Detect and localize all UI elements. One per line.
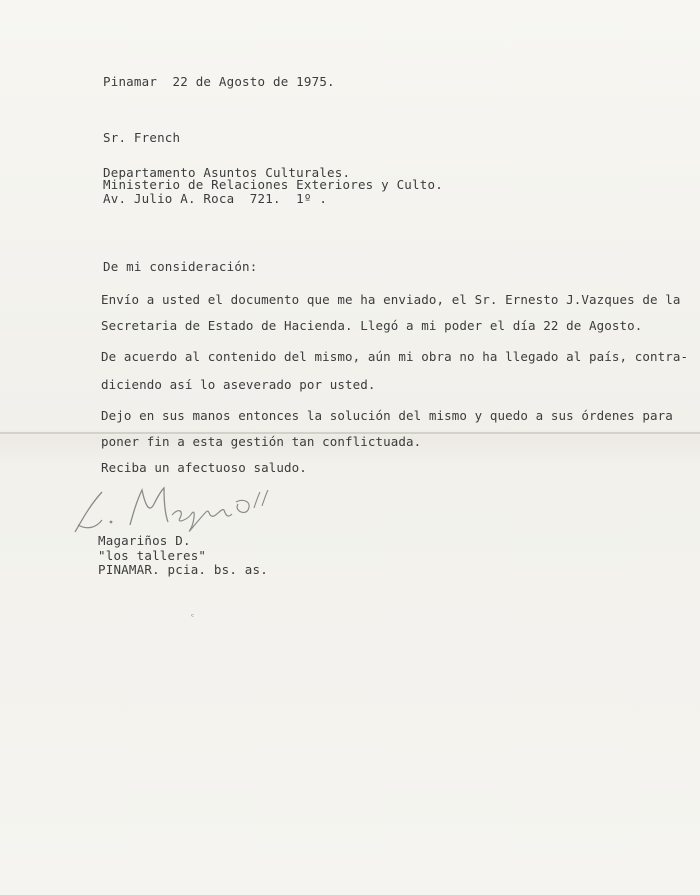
sender-name: Magariños D. bbox=[98, 533, 191, 548]
recipient-ministry: Ministerio de Relaciones Exteriores y Culto. bbox=[103, 177, 443, 192]
body-line-7: Reciba un afectuoso saludo. bbox=[101, 460, 307, 475]
recipient-name: Sr. French bbox=[103, 130, 181, 145]
body-line-6: poner fin a esta gestión tan conflictuada. bbox=[101, 434, 422, 449]
body-line-1: Envío a usted el documento que me ha enviado, el Sr. Ernesto J.Vazques de la bbox=[101, 292, 681, 307]
handwritten-signature bbox=[72, 480, 272, 535]
body-line-2: Secretaria de Estado de Hacienda. Llegó a mi poder el día 22 de Agosto. bbox=[101, 318, 643, 333]
recipient-department: Departamento Asuntos Culturales. bbox=[103, 165, 351, 180]
body-line-4: diciendo así lo aseverado por usted. bbox=[101, 377, 376, 392]
stray-mark: ᶜ bbox=[190, 612, 195, 621]
body-line-3: De acuerdo al contenido del mismo, aún mi obra no ha llegado al país, contra- bbox=[101, 349, 689, 364]
body-line-5: Dejo en sus manos entonces la solución del mismo y quedo a sus órdenes para bbox=[101, 408, 673, 423]
sender-studio: "los talleres" bbox=[98, 548, 207, 563]
sender-location: PINAMAR. pcia. bs. as. bbox=[98, 562, 268, 577]
letter-date: Pinamar 22 de Agosto de 1975. bbox=[103, 74, 335, 89]
recipient-address: Av. Julio A. Roca 721. 1º . bbox=[103, 191, 328, 206]
greeting: De mi consideración: bbox=[103, 259, 258, 274]
